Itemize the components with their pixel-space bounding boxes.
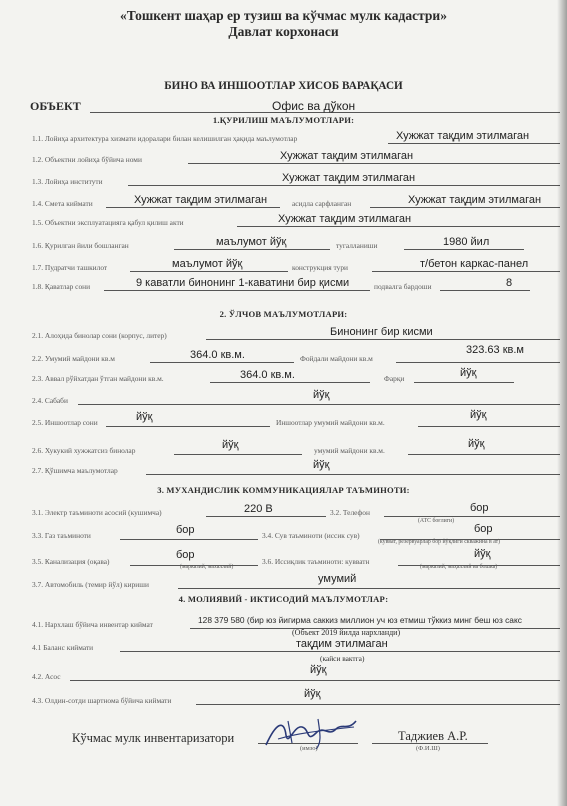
row-1-7-label2: конструкция тури — [292, 263, 348, 272]
row-2-3-label: 2.3. Аввал рўйхатдан ўтган майдони кв.м. — [32, 374, 164, 383]
row-2-1-label: 2.1. Алоҳида бинолар сони (корпус, литер) — [32, 331, 167, 340]
row-3-4-value: бор — [474, 523, 493, 535]
row-2-6-label: 2.6. Хукукий хужжатсиз бинолар — [32, 446, 136, 455]
row-1-7-value: маълумот йўқ — [172, 258, 243, 270]
row-1-4-value2: Хужжат тақдим этилмаган — [408, 194, 542, 206]
row-4-1-value: 128 379 580 (бир юз йигирма саккиз миллион уч юз етмиш тўккиз минг беш юз сакс — [198, 615, 522, 625]
row-1-1-value: Хужжат тақдим этилмаган — [396, 130, 530, 142]
row-2-4-label: 2.4. Сабаби — [32, 396, 68, 405]
row-3-6-value: йўқ — [474, 548, 491, 560]
row-4-3-line — [196, 692, 560, 705]
row-3-1-label: 3.1. Электр таъминоти асосий (кушимча) — [32, 508, 162, 517]
row-1-5-value: Хужжат тақдим этилмаган — [278, 213, 412, 225]
row-1-3-value: Хужжат тақдим этилмаган — [282, 172, 416, 184]
row-1-8-label2: подвалга бардоши — [374, 282, 432, 291]
row-2-5-value: йўқ — [136, 411, 153, 423]
row-1-4-label: 1.4. Смета киймати — [32, 199, 93, 208]
row-4-1b-sub: (кайси вактга) — [320, 654, 365, 663]
section4-title: 4. МОЛИЯВИЙ - ИКТИСОДИЙ МАЪЛУМОТЛАР: — [178, 594, 389, 604]
object-value: Офис ва дўкон — [272, 99, 356, 113]
row-1-8-label: 1.8. Қаватлар сони — [32, 282, 91, 291]
row-4-1b-label: 4.1 Баланс киймати — [32, 643, 94, 652]
row-1-7-label: 1.7. Пудратчи ташкилот — [32, 263, 108, 272]
row-2-6-label2: умумий майдони кв.м. — [314, 446, 385, 455]
row-3-2-label: 3.2. Телефон — [330, 508, 370, 517]
section1-title: 1.ҚУРИЛИШ МАЪЛУМОТЛАРИ: — [212, 115, 355, 125]
section2-title: 2. ЎЛЧОВ МАЪЛУМОТЛАРИ: — [219, 309, 348, 319]
row-3-3-value: бор — [176, 524, 195, 536]
row-2-7-line — [146, 462, 560, 475]
row-3-2-value: бор — [470, 502, 489, 514]
row-3-7-line — [178, 576, 560, 589]
name-sub: (Ф.И.Ш) — [416, 745, 440, 752]
row-3-7-value: умумий — [318, 573, 357, 585]
row-2-2-value2: 323.63 кв.м — [466, 344, 524, 356]
row-2-5-label2: Иншоотлар умумий майдони кв.м. — [276, 418, 385, 427]
row-3-5-sub: (марказий, махаллий) — [180, 564, 234, 570]
row-1-2-label: 1.2. Объектни лойиҳа бўйича номи — [32, 155, 142, 164]
row-3-5-label: 3.5. Канализация (оқава) — [32, 557, 110, 566]
row-2-2-value: 364.0 кв.м. — [190, 349, 245, 361]
row-2-7-label: 2.7. Қўшимча маълумотлар — [32, 466, 118, 475]
row-1-4-label2: асидла сарфланган — [292, 199, 352, 208]
signature-sub: (имзо) — [300, 745, 318, 752]
row-4-1-label: 4.1. Нархлаш бўйича инвентар киймат — [32, 620, 153, 629]
header-line1: «Тошкент шаҳар ер тузиш ва кўчмас мулк кадастри» — [120, 8, 447, 23]
header-line2: Давлат корхонаси — [228, 24, 339, 39]
row-1-8-value2: 8 — [506, 277, 513, 289]
row-3-5-value: бор — [176, 549, 195, 561]
row-1-8-value: 9 каватли бинонинг 1-каватини бир қисми — [136, 277, 350, 289]
row-2-5-label: 2.5. Иншоотлар сони — [32, 418, 98, 427]
row-3-6-label: 3.6. Иссиқлик таъминоти: кувватн — [262, 557, 370, 566]
row-1-4-value: Хужжат тақдим этилмаган — [134, 194, 268, 206]
row-4-2-label: 4.2. Асос — [32, 672, 61, 681]
row-2-3-value: 364.0 кв.м. — [240, 369, 295, 381]
section3-title: 3. МУХАНДИСЛИК КОММУНИКАЦИЯЛАР ТАЪМИНОТИ: — [157, 485, 410, 495]
row-4-3-value: йўқ — [304, 688, 321, 700]
inventorist-label: Кўчмас мулк инвентаризатори — [72, 731, 235, 745]
row-2-6-value: йўқ — [222, 439, 239, 451]
inventorist-name: Таджиев А.Р. — [398, 729, 468, 743]
row-3-1-value: 220 В — [244, 503, 273, 515]
row-2-7-value: йўқ — [313, 459, 330, 471]
row-1-6-label: 1.6. Қурилган йили бошланган — [32, 241, 129, 250]
row-1-3-label: 1.3. Лойиҳа институти — [32, 177, 103, 186]
row-2-4-value: йўқ — [313, 389, 330, 401]
row-3-3-label: 3.3. Газ таъминоти — [32, 531, 91, 540]
row-1-6-label2: тугалланиши — [336, 241, 378, 250]
row-3-4-sub: (кувват, резервуарлар бор йўқлиги скважина в ат) — [378, 539, 501, 545]
row-3-7-label: 3.7. Автомобиль (темир йўл) кириши — [32, 580, 149, 589]
row-1-6-value: маълумот йўқ — [216, 236, 287, 248]
row-2-5-value2: йўқ — [470, 409, 487, 421]
row-4-1-sub: (Объект 2019 йилда нархланди) — [292, 628, 401, 637]
row-2-3-value2: йўқ — [460, 367, 477, 379]
row-1-7-value2: т/бетон каркас-панел — [420, 258, 529, 270]
row-2-3-label2: Фарқи — [384, 374, 405, 383]
row-2-6-value2: йўқ — [468, 438, 485, 450]
row-4-3-label: 4.3. Олдин-сотди шартнома бўйича киймати — [32, 696, 172, 705]
object-label: ОБЪЕКТ — [30, 99, 81, 113]
row-2-2-label: 2.2. Умумий майдони кв.м — [32, 354, 115, 363]
row-2-1-value: Бинонинг бир кисми — [330, 326, 433, 338]
row-1-6-value2: 1980 йил — [443, 236, 490, 248]
row-4-2-value: йўқ — [310, 664, 327, 676]
row-2-2-label2: Фойдали майдони кв.м — [300, 354, 373, 363]
row-4-1b-value: тақдим этилмаган — [296, 638, 388, 650]
row-2-5-line — [106, 414, 270, 427]
row-3-6-sub: (марказий, маҳаллий ва бошка) — [420, 564, 498, 570]
row-1-5-label: 1.5. Объектни эксплуатацияга қабул қилиш акти — [32, 218, 184, 227]
row-1-8-line2 — [440, 278, 530, 291]
row-1-2-value: Хужжат тақдим этилмаган — [280, 150, 414, 162]
row-3-2-sub: (АТС боғлиги) — [418, 518, 455, 524]
page-edge-shadow — [557, 0, 567, 806]
row-1-1-label: 1.1. Лойиҳа архитектура хизмати идоралари билан келишилган ҳақида маълумотлар — [32, 134, 298, 143]
row-3-4-label: 3.4. Сув таъминоти (иссик сув) — [262, 531, 360, 540]
page-title: БИНО ВА ИНШООТЛАР ХИСОБ ВАРАҚАСИ — [164, 80, 403, 92]
row-2-5-line2 — [418, 414, 560, 427]
